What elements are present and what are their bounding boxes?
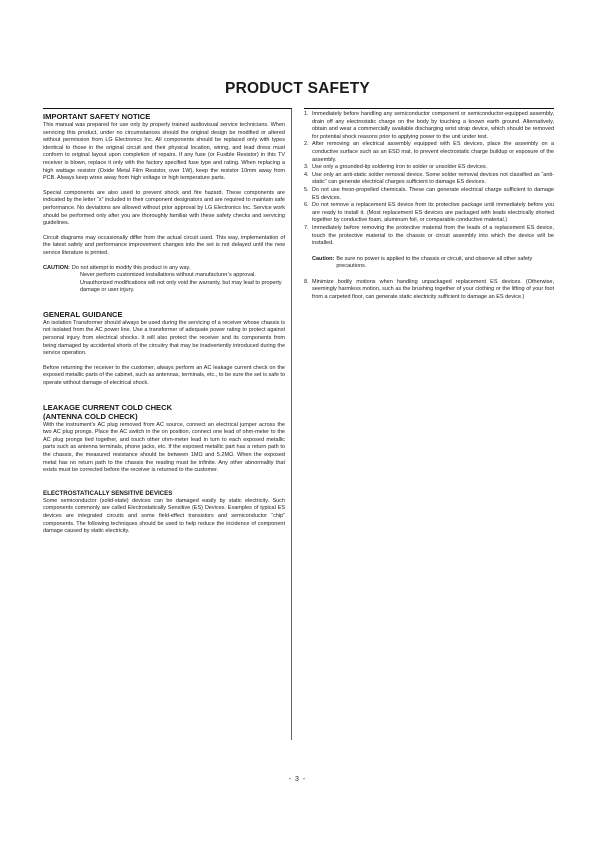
list-item: 7. Immediately before removing the protective material from the leads of a replacement ES device, touch the protective material to the chassis or circuit assembly into which the device will be installed.	[304, 224, 554, 247]
safety-caution	[43, 265, 285, 273]
list-item: 6. Do not remove a replacement ES device from its protective package until immediately before you are ready to install it. (Most replacement ES devices are packaged with leads electrically shorted together by conductive foam, aluminum foil, or comparable conductive material.)	[304, 202, 554, 224]
safety-notice-paragraph-3: Circuit diagrams may occasionally differ from the actual circuit used. This way, implementation of the latest safety and performance improvement changes into the set is not delayed until the new service literature is printed.	[43, 234, 285, 256]
esd-precaution-list-continued	[304, 279, 554, 302]
general-guidance-paragraph-2: Before returning the receiver to the customer, always perform an AC leakage current check on the exposed metallic parts of the cabinet, such as antennas, terminals, etc., to be sure the set is safe to operate without damage of electrical shock.	[43, 364, 285, 387]
general-guidance-heading: GENERAL GUIDANCE	[43, 309, 123, 319]
safety-notice-paragraph-1: This manual was prepared for use only by properly trained audiovisual service technicians. When servicing this product, under no circumstances should the original design be modified or altered without permission from LG Electronics Inc. All components should be replaced only with types identical to those in the original circuit and their physical location, wiring, and lead dress must conform to original layout upon completion of repairs. If any fuse (or Fusible Resistor) in this TV receiver is blown, replace it only with the factory specified fuse type and rating. When replacing a high wattage resistor (Oxide Metal Film Resistor, over 1W), keep the resistor 10mm away from PCB. Always keep wires away from high voltage or high temperature parts.	[43, 122, 285, 182]
esd-paragraph: Some semiconductor (solid-state) devices can be damaged easily by static electricity. Such components commonly are called Electrostatically Sensitive (ES) Devices. Examples of typical ES devices are integrated circuits and some field-effect transistors and semiconductor “chip” components. The following techniques should be used to help reduce the incidence of component damage caused by static electricity.	[43, 497, 285, 535]
caution-line-2: Never perform customized installations without manufacturer’s approval.	[80, 272, 256, 279]
list-item: 5. Do not use freon-propelled chemicals. These can generate electrical charge sufficient to damage ES devices.	[304, 186, 554, 201]
caution-line-3: Unauthorized modifications will not only void the warranty, but may lead to property damage or user injury.	[80, 279, 282, 294]
safety-notice-heading: IMPORTANT SAFETY NOTICE	[43, 112, 151, 121]
antenna-check-subheading: (ANTENNA COLD CHECK)	[43, 411, 138, 421]
esd-caution-text: Be sure no power is applied to the chassis or circuit, and observe all other safety precautions.	[336, 255, 533, 270]
esd-heading: ELECTROSTATICALLY SENSITIVE DEVICES	[43, 489, 173, 497]
leakage-check-paragraph: With the instrument’s AC plug removed from AC source, connect an electrical jumper across the two AC plug prongs. Place the AC switch in the on position, connect one lead of ohm-meter to the AC plug prongs tied together, and touch other ohm-meter lead in turn to each exposed metallic parts such as antenna terminals, phone jacks, etc. If the exposed metallic part has a return path to the chassis, the measured resistance should be between 1MΩ and 5.2MΩ. When the exposed metal has no return path to the chassis the reading must be infinite. Any other abnormality that exists must be corrected before the receiver is returned to the customer.	[43, 421, 285, 474]
esd-caution-label: Caution:	[312, 255, 335, 262]
page-number: - 3 -	[288, 776, 307, 783]
esd-caution	[312, 256, 554, 271]
caution-label: CAUTION:	[43, 264, 70, 271]
left-column	[43, 108, 292, 740]
list-item: 4. Use only an anti-static solder removal device. Some solder removal devices not classified as “anti-static” can generate electrical charges sufficient to damage ES devices.	[304, 171, 554, 186]
general-guidance-paragraph-1: An isolation Transformer should always be used during the servicing of a receiver whose chassis is not isolated from the AC power line. Use a transformer of adequate power rating to protect against personal injury from electrical shocks. It will also protect the receiver and its components from being damaged by accidental shorts of the circuitry that may be inadvertently introduced during the service operation.	[43, 319, 285, 357]
leakage-check-heading: LEAKAGE CURRENT COLD CHECK	[43, 402, 173, 412]
caution-line-1: Do not attempt to modify this product in any way.	[71, 264, 191, 271]
right-column	[304, 108, 554, 302]
list-item: 2. After removing an electrical assembly equipped with ES devices, place the assembly on a conductive surface such as an ESD mat, to prevent electrostatic charge buildup or exposure of the assembly.	[304, 141, 554, 163]
list-item: 8. Minimize bodily motions when handling unpackaged replacement ES devices. (Otherwise, seemingly harmless motion, such as the brushing together of your clothing or the lifting of your foot from a carpeted floor, can generate static electricity sufficient to damage an ES device.)	[304, 278, 554, 301]
list-item: 3. Use only a grounded-tip soldering iron to solder or unsolder ES devices.	[304, 164, 488, 171]
esd-precaution-list	[304, 111, 554, 248]
safety-notice-paragraph-2: Special components are also used to prevent shock and fire hazard. These components are indicated by the letter “x” included in their component designators and are required to maintain safe performance. No deviations are allowed without prior approval by LG Electronics Inc. Service work should be performed only after you are thoroughly familiar with these safety checks and servicing guidelines.	[43, 189, 285, 227]
list-item: 1. Immediately before handling any semiconductor component or semiconductor-equipped assembly, drain off any electrostatic charge on the body by touching a known earth ground. Alternatively, obtain and wear a commercially available discharging wrist strap device, which should be removed for potential shock reasons prior to applying power to the unit under test.	[304, 111, 554, 140]
page-title: PRODUCT SAFETY	[225, 80, 370, 97]
